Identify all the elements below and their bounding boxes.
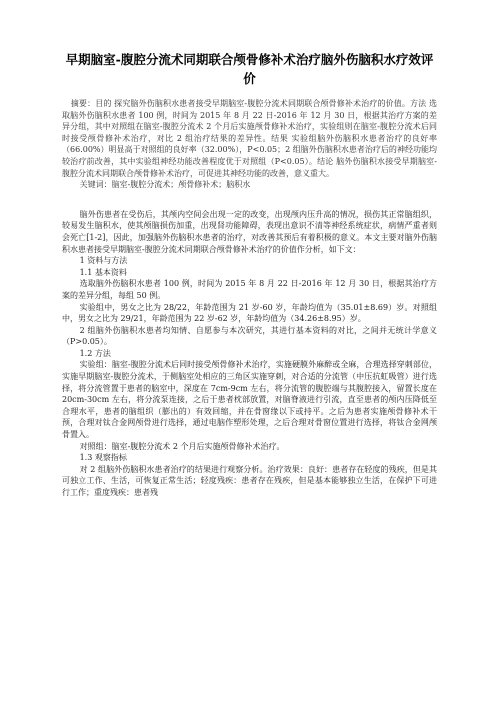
paragraph-consent: 2 组脑外伤脑积水患者均知情、自愿参与本次研究，其进行基本资料的对比，之间并无统计学意义（P>0.05）。	[62, 325, 437, 347]
document-page	[62, 50, 437, 499]
subsection-heading-basic-data: 1.1 基本资料	[79, 267, 127, 277]
paragraph-experimental-group: 实验组：脑室-腹腔分流术后同时接受颅骨修补术治疗，实施硬膜外麻醉或全麻，合理选择穿刺部位，实施早期脑室-腹腔分流术，于侧脑室处相应的三角区实施穿刺，对合适的分流管（中压抗虹吸管）进行选择，将分流管置于患者的脑室中，深度在 7cm-9cm 左右，将分流管的腹腔端与其腹腔接入，留置长度在 20cm-30cm 左右，将分流泵连接，之后于患者枕部放置，对脑脊液进行引流，直至患者的颅内压降低至合理水平，患者的脑组织（膨出的）有效回缩，并在骨窗缘以下或持平。之后为患者实施颅骨修补术干预，合理对钛合金网颅骨进行选择，通过电脑作塑形处理，之后合理对骨窗位置进行选择，将钛合金网颅骨置入。	[62, 360, 437, 440]
document-title: 早期脑室-腹腔分流术同期联合颅骨修补术治疗脑外伤脑积水疗效评价	[65, 52, 434, 86]
paragraph-control-group: 对照组：脑室-腹腔分流术 2 个月后实施颅骨修补术治疗。	[79, 441, 285, 451]
body-text	[62, 209, 437, 499]
paragraph-group-demographics: 实验组中，男女之比为 28/22，年龄范围为 21 岁-60 岁，年龄均值为（35.01±8.69）岁。对照组中，男女之比为 29/21，年龄范围为 22 岁-62 岁，年龄均值为（34.26±8.95）岁。	[62, 302, 437, 324]
paragraph-indicators: 对 2 组脑外伤脑积水患者治疗的结果进行观察分析。治疗效果：良好：患者存在轻度的残疾，但是其可独立工作、生活，可恢复正常生活；轻度残疾：患者存在残疾，但是基本能够独立生活，在保护下可进行工作；重度残疾：患者残	[62, 464, 437, 497]
keywords: 关键词：脑室-腹腔分流术；颅骨修补术；脑积水	[79, 180, 251, 190]
intro-paragraph: 脑外伤患者在受伤后，其颅内空间会出现一定的改变，出现颅内压升高的情况，损伤其正常脑组织，较易发生脑积水，使其颅脑损伤加重，出现肾功能障碍，表现出意识不清等神经系统症状，病情严重者则会死亡[1-2]，因此，加强脑外伤脑积水患者的治疗，对改善其预后有着积极的意义。本文主要对脑外伤脑积水患者接受早期脑室-腹腔分流术同期联合颅骨修补术治疗的价值作分析，如下文：	[62, 209, 437, 254]
subsection-heading-methods: 1.2 方法	[79, 348, 111, 358]
abstract: 摘要：目的 探究脑外伤脑积水患者接受早期脑室-腹腔分流术同期联合颅骨修补术治疗的价值。方法 选取脑外伤脑积水患者 100 例，时间为 2015 年 8 月 22 日-2016 年 12 月 30 日，根据其治疗方案的差异分组，其中对照组在脑室-腹腔分流术 2 个月后实施颅骨修补术治疗，实验组则在脑室-腹腔分流术后同时接受颅骨修补术治疗，对比 2 组治疗结果的差异性。结果 实验组脑外伤脑积水患者治疗的良好率（66.00%）明显高于对照组的良好率（32.00%），P<0.05；2 组脑外伤脑积水患者治疗后的神经功能均较治疗前改善，其中实验组神经功能改善程度优于对照组（P<0.05）。结论 脑外伤脑积水接受早期脑室-腹腔分流术同期联合颅骨修补术治疗，可促进其神经功能的改善，意义重大。	[62, 99, 437, 178]
section-heading-materials-methods: 1 资料与方法	[79, 256, 128, 266]
subsection-heading-indicators: 1.3 观察指标	[79, 453, 127, 463]
paragraph-patient-selection: 选取脑外伤脑积水患者 100 例，时间为 2015 年 8 月 22 日-2016 年 12 月 30 日，根据其治疗方案的差异分组，每组 50 例。	[62, 279, 437, 300]
